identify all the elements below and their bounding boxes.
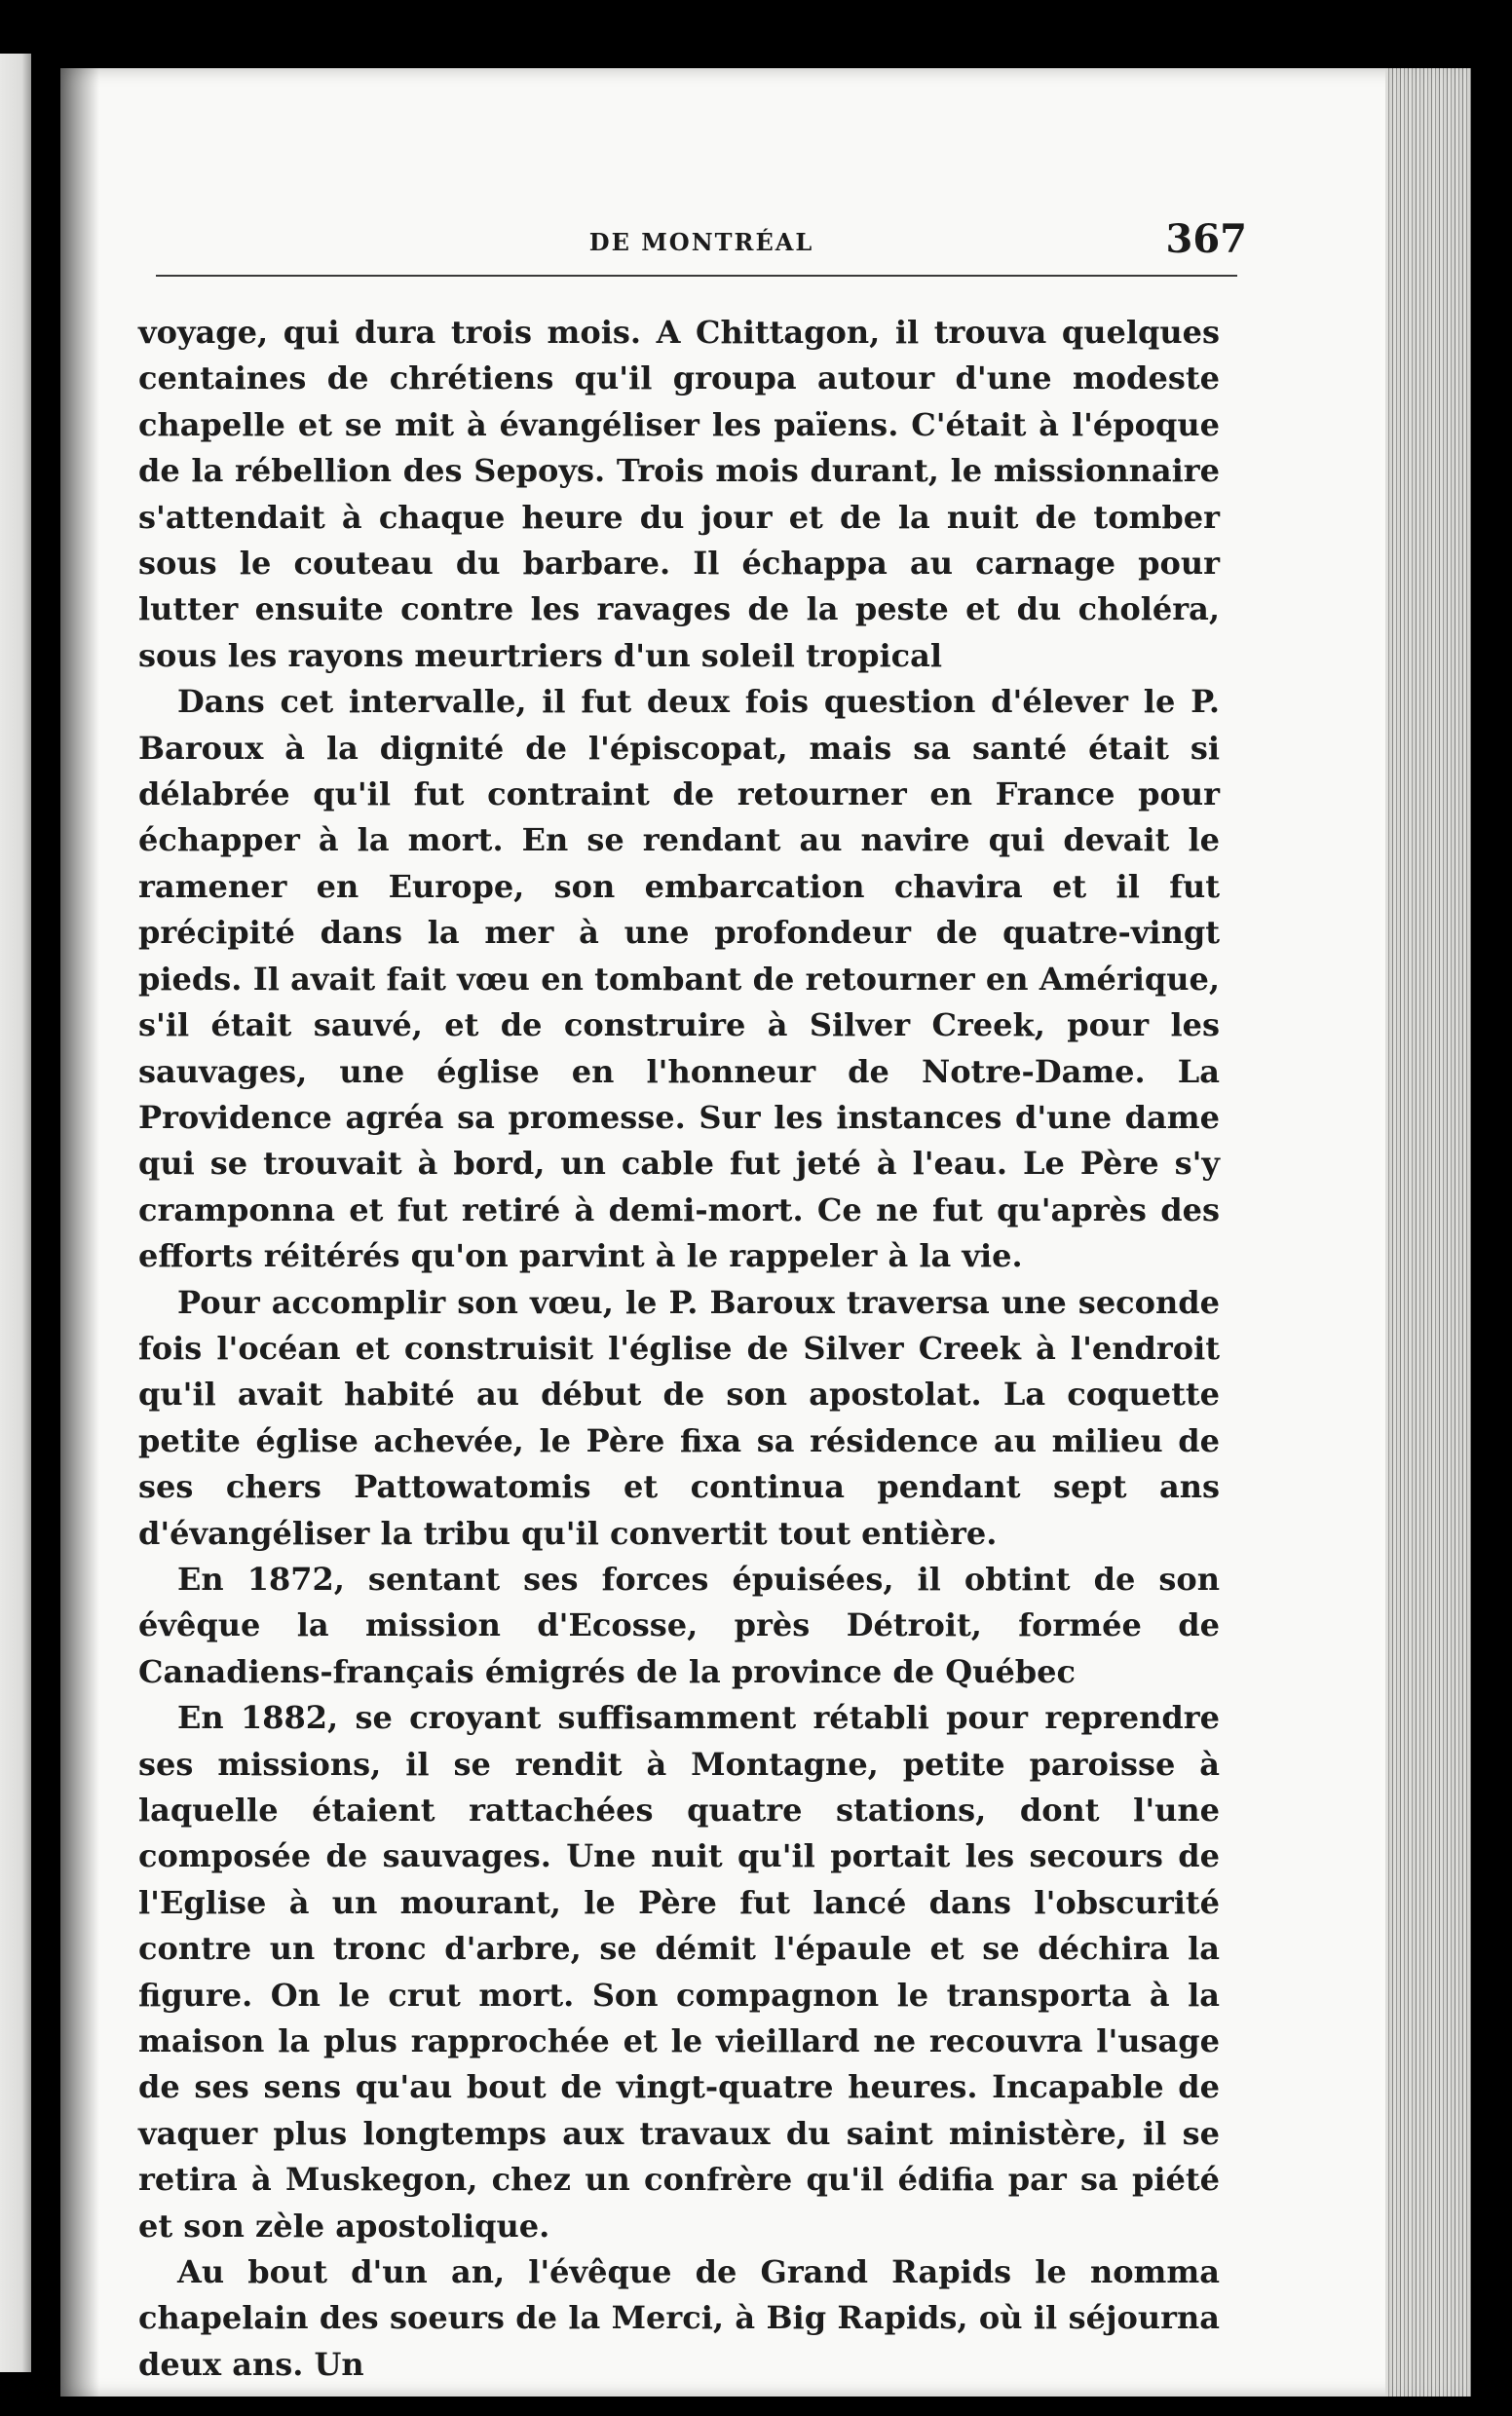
body-text (138, 310, 1220, 2383)
page-stack-edges (1385, 68, 1471, 2397)
paragraph: En 1882, se croyant suffisamment rétabli pour reprendre ses missions, il se rendit à Montagne, petite paroisse à laquelle étaient rattachées quatre stations, dont l'une composée de sauvages. Une nuit qu'il portait les secours de l'Eglise à un mourant, le Père fut lancé dans l'obscurité contre un tronc d'arbre, se démit l'épaule et se déchira la figure. On le crut mort. Son compagnon le transporta à la maison la plus rapprochée et le vieillard ne recouvra l'usage de ses sens qu'au bout de vingt-quatre heures. Incapable de vaquer plus longtemps aux travaux du saint ministère, il se retira à Muskegon, chez un confrère qu'il édifia par sa piété et son zèle apostolique. (138, 1699, 1220, 2245)
running-head (156, 216, 1247, 265)
paragraph: Au bout d'un an, l'évêque de Grand Rapids le nomma chapelain des soeurs de la Merci, à Big Rapids, où il séjourna deux ans. Un (138, 2253, 1220, 2383)
header-rule (156, 275, 1237, 277)
page-number: 367 (1165, 216, 1247, 262)
paragraph: Dans cet intervalle, il fut deux fois question d'élever le P. Baroux à la dignité de l'épiscopat, mais sa santé était si délabrée qu'il fut contraint de retourner en France pour échapper à la mort. En se rendant au navire qui devait le ramener en Europe, son embarcation chavira et il fut précipité dans la mer à une profondeur de quatre-vingt pieds. Il avait fait vœu en tombant de retourner en Amérique, s'il était sauvé, et de construire à Silver Creek, pour les sauvages, une église en l'honneur de Notre-Dame. La Providence agréa sa promesse. Sur les instances d'une dame qui se trouvait à bord, un cable fut jeté à l'eau. Le Père s'y cramponna et fut retiré à demi-mort. Ce ne fut qu'après des efforts réitérés qu'on parvint à le rappeler à la vie. (138, 683, 1220, 1275)
paragraph-continued: voyage, qui dura trois mois. A Chittagon, il trouva quelques centaines de chrétiens qu'il groupa autour d'une modeste chapelle et se mit à évangéliser les païens. C'était à l'époque de la rébellion des Sepoys. Trois mois durant, le missionnaire s'attendait à chaque heure du jour et de la nuit de tomber sous le couteau du barbare. Il échappa au carnage pour lutter ensuite contre les ravages de la peste et du choléra, sous les rayons meurtriers d'un soleil tropical (138, 314, 1220, 674)
running-title: DE MONTRÉAL (588, 228, 814, 256)
gutter-shadow (60, 68, 99, 2397)
facing-page-edge (0, 54, 31, 2372)
paragraph: En 1872, sentant ses forces épuisées, il obtint de son évêque la mission d'Ecosse, près Détroit, formée de Canadiens-français émigrés de la province de Québec (138, 1560, 1220, 1690)
paragraph: Pour accomplir son vœu, le P. Baroux traversa une seconde fois l'océan et construisit l'église de Silver Creek à l'endroit qu'il avait habité au début de son apostolat. La coquette petite église achevée, le Père fixa sa résidence au milieu de ses chers Pattowatomis et continua pendant sept ans d'évangéliser la tribu qu'il convertit tout entière. (138, 1283, 1220, 1552)
